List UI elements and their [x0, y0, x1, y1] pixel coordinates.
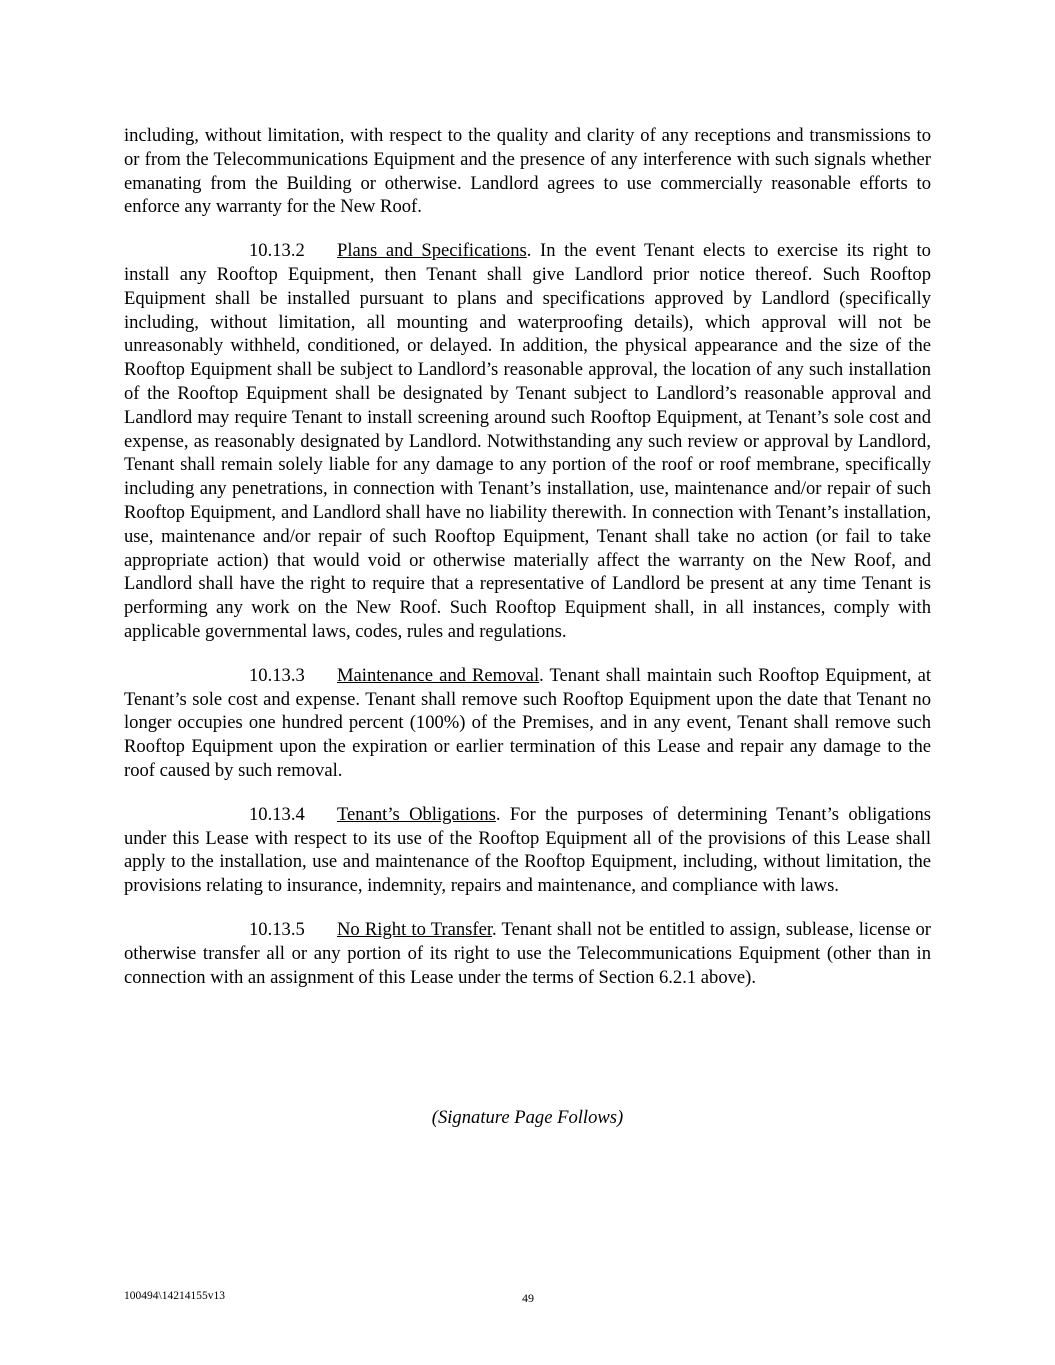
section-number: 10.13.2: [249, 240, 305, 262]
section-heading: Plans and Specifications: [337, 240, 527, 262]
section-10-13-5: [124, 918, 931, 989]
section-number: 10.13.3: [249, 664, 305, 686]
signature-page-note: (Signature Page Follows): [431, 1107, 624, 1128]
section-text: . For the purposes of determining Tenant’s obligations under this Lease with respect to its use of the Rooftop Equipment all of the provisions of this Lease shall apply to the installation, use and maintenance of the Rooftop Equipment, including, without limitation, the provisions relating to insurance, indemnity, repairs and maintenance, and compliance with laws.: [124, 803, 931, 897]
document-body: [124, 124, 931, 1009]
section-text: . In the event Tenant elects to exercise its right to install any Rooftop Equipment, then Tenant shall give Landlord prior notice thereof. Such Rooftop Equipment shall be installed pursuant to plans and specifications approved by Landlord (specifically including, without limitation, all mounting and waterproofing details), which approval will not be unreasonably withheld, conditioned, or delayed. In addition, the physical appearance and the size of the Rooftop Equipment shall be subject to Landlord’s reasonable approval, the location of any such installation of the Rooftop Equipment shall be designated by Tenant subject to Landlord’s reasonable approval and Landlord may require Tenant to install screening around such Rooftop Equipment, at Tenant’s sole cost and expense, as reasonably designated by Landlord. Notwithstanding any such review or approval by Landlord, Tenant shall remain solely liable for any damage to any portion of the roof or roof membrane, specifically including any penetrations, in connection with Tenant’s installation, use, maintenance and/or repair of such Rooftop Equipment, and Landlord shall have no liability therewith. In connection with Tenant’s installation, use, maintenance and/or repair of such Rooftop Equipment, Tenant shall take no action (or fail to take appropriate action) that would void or otherwise materially affect the warranty on the New Roof, and Landlord shall have the right to require that a representative of Landlord be present at any time Tenant is performing any work on the New Roof. Such Rooftop Equipment shall, in all instances, comply with applicable governmental laws, codes, rules and regulations.: [124, 240, 931, 642]
section-number: 10.13.4: [249, 803, 305, 825]
section-heading: Maintenance and Removal: [337, 664, 540, 686]
intro-paragraph: including, without limitation, with respect to the quality and clarity of any receptions and transmissions to or from the Telecommunications Equipment and the presence of any interference with such signals whether emanating from the Building or otherwise. Landlord agrees to use commercially reasonable efforts to enforce any warranty for the New Roof.: [124, 125, 931, 218]
section-number: 10.13.5: [249, 918, 305, 940]
section-10-13-2: [124, 239, 931, 644]
section-text: . Tenant shall maintain such Rooftop Equipment, at Tenant’s sole cost and expense. Tenant shall remove such Rooftop Equipment upon the date that Tenant no longer occupies one hundred percent (100%) of the Premises, and in any event, Tenant shall remove such Rooftop Equipment upon the expiration or earlier termination of this Lease and repair any damage to the roof caused by such removal.: [124, 664, 931, 781]
section-heading: No Right to Transfer: [337, 918, 493, 940]
section-heading: Tenant’s Obligations: [337, 803, 496, 825]
section-10-13-3: [124, 664, 931, 783]
section-text: . Tenant shall not be entitled to assign, sublease, license or otherwise transfer all or any portion of its right to use the Telecommunications Equipment (other than in connection with an assignment of this Lease under the terms of Section 6.2.1 above).: [124, 918, 931, 988]
footer-page-number: 49: [522, 1291, 534, 1305]
footer-document-id: 100494\14214155v13: [124, 1290, 225, 1302]
section-10-13-4: [124, 803, 931, 898]
